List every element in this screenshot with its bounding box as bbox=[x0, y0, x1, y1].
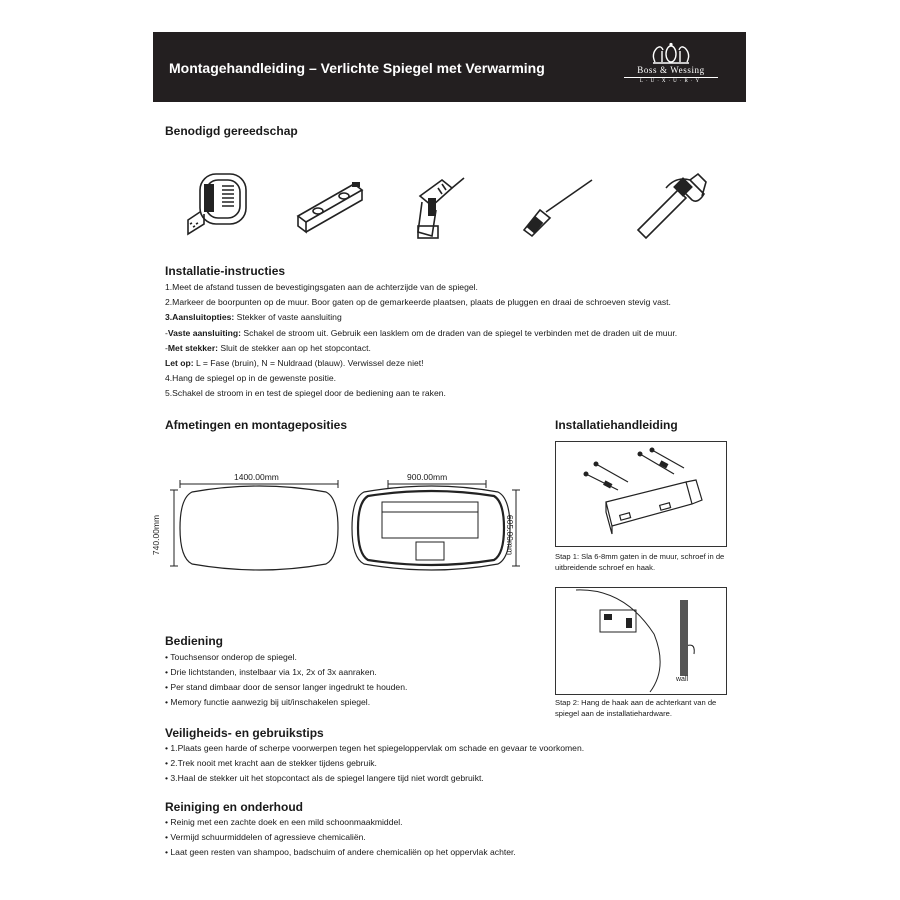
install-line-5-prefix: - bbox=[165, 342, 168, 353]
list-item: • Drie lichtstanden, instelbaar via 1x, 2x of 3x aanraken. bbox=[165, 665, 407, 680]
install-line-4-text: Schakel de stroom uit. Gebruik een lasklem om de draden van de spiegel te verbinden met de draden uit de muur. bbox=[240, 327, 678, 338]
install-line-1: 1.Meet de afstand tussen de bevestigingsgaten aan de achterzijde van de spiegel. bbox=[165, 282, 478, 292]
mirror-dimension-drawing bbox=[160, 468, 530, 578]
installation-steps bbox=[165, 280, 677, 402]
operation-heading: Bediening bbox=[165, 634, 224, 648]
list-item: • Memory functie aanwezig bij uit/inschakelen spiegel. bbox=[165, 695, 407, 710]
list-item: • 2.Trek nooit met kracht aan de stekker tijdens gebruik. bbox=[165, 756, 584, 771]
install-line-6 bbox=[165, 356, 677, 371]
list-item: • Vermijd schuurmiddelen of agressieve chemicaliën. bbox=[165, 830, 516, 845]
logo-wordmark: Boss & Wessing bbox=[637, 65, 705, 75]
install-line-3-text: Stekker of vaste aansluiting bbox=[234, 312, 342, 323]
step2-illustration bbox=[555, 587, 727, 695]
dimensions-heading: Afmetingen en montageposities bbox=[165, 418, 348, 432]
list-item: • Laat geen resten van shampoo, badschuim of andere chemicaliën op het oppervlak achter. bbox=[165, 845, 516, 860]
list-item: • Reinig met een zachte doek en een mild schoonmaakmiddel. bbox=[165, 815, 516, 830]
install-line-6-label: Let op: bbox=[165, 357, 194, 368]
brand-logo bbox=[616, 42, 726, 96]
logo-tagline: L·U·X·U·R·Y bbox=[639, 79, 703, 84]
install-line-5 bbox=[165, 341, 677, 356]
install-line-7: 4.Hang de spiegel op in de gewenste positie. bbox=[165, 373, 337, 384]
bracket-screws-icon bbox=[556, 442, 726, 546]
mirror-hanging-icon bbox=[556, 588, 726, 694]
tape-measure-icon bbox=[182, 168, 252, 240]
safety-heading: Veiligheids- en gebruikstips bbox=[165, 726, 324, 740]
install-line-5-text: Sluit de stekker aan op het stopcontact. bbox=[218, 342, 371, 353]
step2-caption: Stap 2: Hang de haak aan de achterkant van de spiegel aan de installatiehardware. bbox=[555, 698, 717, 718]
guide-heading: Installatiehandleiding bbox=[555, 418, 678, 432]
cleaning-heading: Reiniging en onderhoud bbox=[165, 800, 303, 814]
tools-heading: Benodigd gereedschap bbox=[165, 124, 298, 138]
install-line-4-prefix: - bbox=[165, 327, 168, 338]
install-line-4-label: Vaste aansluiting: bbox=[167, 327, 241, 338]
install-line-2: 2.Markeer de boorpunten op de muur. Boor gaten op de gemarkeerde plaatsen, plaats de pluggen en draai de schroeven stevig vast. bbox=[165, 297, 671, 308]
list-item: • 3.Haal de stekker uit het stopcontact als de spiegel langere tijd niet wordt gebruikt. bbox=[165, 771, 584, 786]
install-line-6-text: L = Fase (bruin), N = Nuldraad (blauw). Verwissel deze niet! bbox=[193, 357, 424, 368]
drill-icon bbox=[408, 170, 468, 242]
back-height-label: 605.00mm bbox=[505, 514, 516, 556]
install-line-4 bbox=[165, 326, 677, 341]
wall-label: wall bbox=[676, 676, 689, 683]
install-line-3-label: 3.Aansluitopties: bbox=[165, 312, 235, 323]
list-item: • Touchsensor onderop de spiegel. bbox=[165, 650, 407, 665]
install-line-8: 5.Schakel de stroom in en test de spiegel door de bediening aan te raken. bbox=[165, 388, 446, 399]
crown-icon bbox=[649, 42, 693, 64]
list-item: • 1.Plaats geen harde of scherpe voorwerpen tegen het spiegeloppervlak om schade en gevaar te voorkomen. bbox=[165, 741, 584, 756]
screwdriver-icon bbox=[516, 174, 598, 240]
install-line-3 bbox=[165, 310, 677, 325]
install-line-5-label: Met stekker: bbox=[167, 342, 219, 353]
operation-list bbox=[165, 650, 407, 710]
back-width-label: 900.00mm bbox=[407, 472, 448, 482]
header-banner bbox=[153, 32, 746, 102]
logo-divider bbox=[624, 77, 718, 78]
spirit-level-icon bbox=[294, 178, 366, 234]
step1-illustration bbox=[555, 441, 727, 547]
safety-list bbox=[165, 741, 584, 786]
cleaning-list bbox=[165, 815, 516, 860]
page-title: Montagehandleiding – Verlichte Spiegel met Verwarming bbox=[169, 60, 545, 76]
step1-caption: Stap 1: Sla 6-8mm gaten in de muur, schroef in de uitbreidende schroef en haak. bbox=[555, 552, 725, 572]
front-height-label: 740.00mm bbox=[151, 514, 162, 556]
installation-heading: Installatie-instructies bbox=[165, 264, 286, 278]
front-width-label: 1400.00mm bbox=[234, 472, 279, 482]
hammer-icon bbox=[632, 170, 710, 242]
list-item: • Per stand dimbaar door de sensor langer ingedrukt te houden. bbox=[165, 680, 407, 695]
